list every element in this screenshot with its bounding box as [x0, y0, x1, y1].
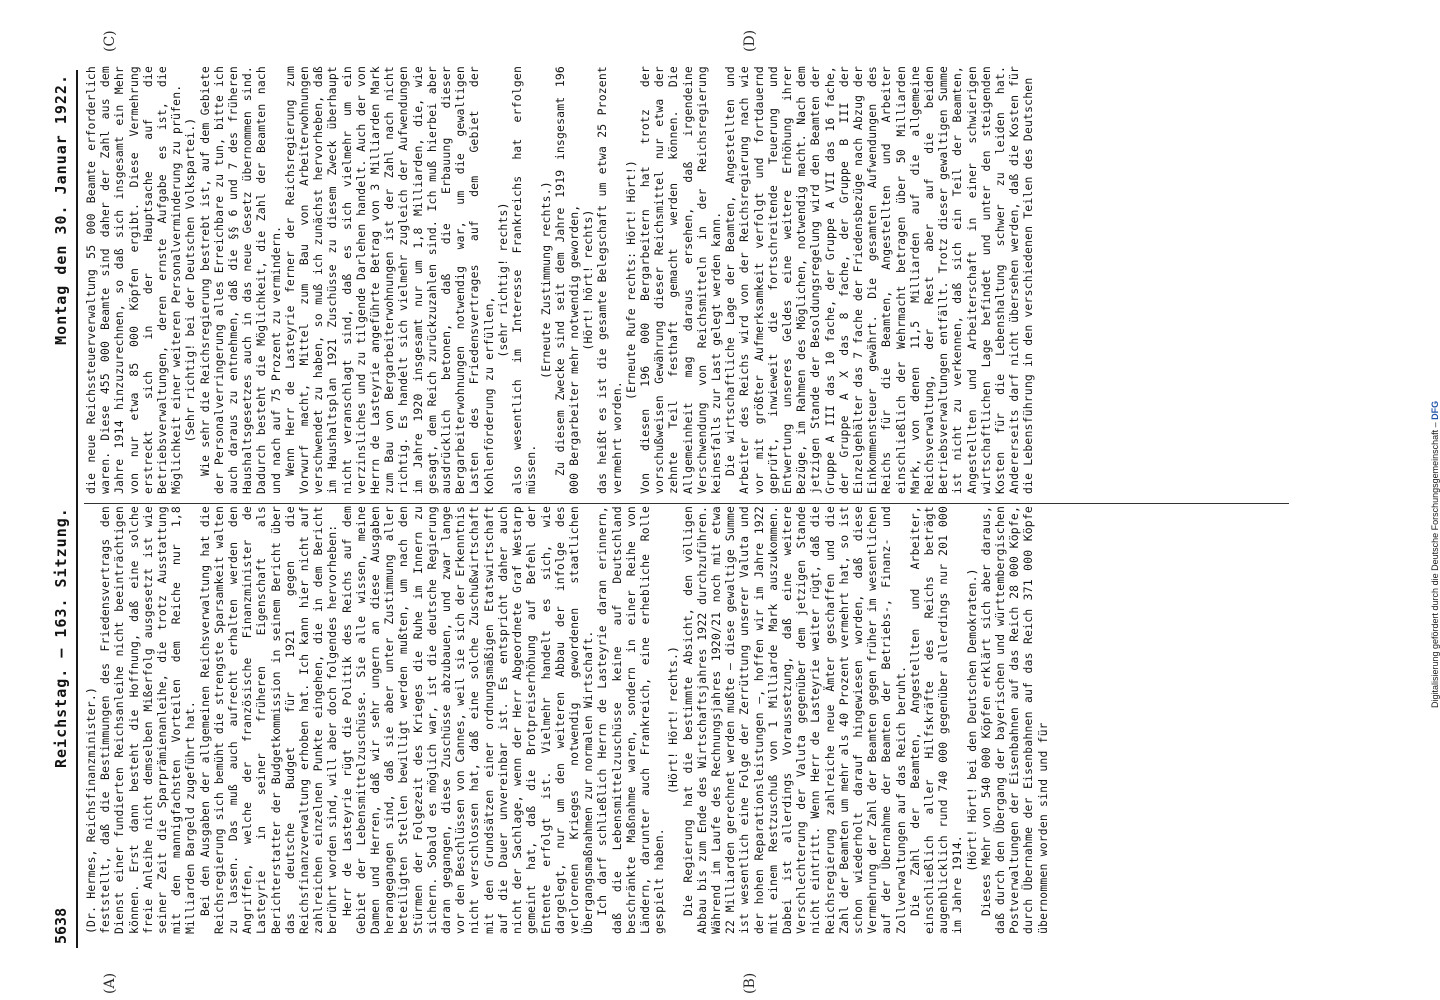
paragraph: Die Zahl der Beamten, Angestellten und Arbeiter, einschließlich aller Hilfskräfte des Reichs beträgt augenblicklich rund 740 000 gegenüber allerdings nur 201 000 im Jahre 1914. [907, 506, 965, 934]
margin-mark-b: (B) [742, 972, 758, 994]
interjection: (Erneute Rufe rechts: Hört! Hört!) [623, 160, 638, 400]
paragraph: feststellt, daß die Bestimmungen des Friedensvertrags den Dienst einer fundierten Reichsanleihe nicht beeinträchtigen können. Erst dann besteht die Hoffnung, daß eine solche freie Anleihe nicht demselben Mißerfolg ausgesetzt ist wie seiner Zeit die Sparprämienanleihe, die trotz Ausstattung mit den mannigfachsten Vorteilen dem Reiche nur 1,8 Milliarden Bargeld zugeführt hat. [98, 506, 198, 934]
paragraph: Die Regierung hat die bestimmte Absicht, den völligen Abbau bis zum Ende des Wirtschaftsjahres 1922 durchzuführen. Während im Laufe des Rechnungsjahres 1920/21 noch mit etwa 22 Milliarden gerechnet werden mußte — diese gewaltige Summe ist wesentlich eine Folge der Zerrüttung unserer Valuta und der hohen Reparationsleistungen —, hoffen wir im Jahre 1922 mit einem Restzuschuß von 1 Milliarde Mark auszukommen. Dabei ist allerdings Voraussetzung, daß eine weitere Verschlechterung der Valuta gegenüber dem jetzigen Stande nicht eintritt. Wenn Herr de Lasteyrie weiter rügt, daß die Reichsregierung zahlreiche neue Ämter geschaffen und die Zahl der Beamten um mehr als 40 Prozent vermehrt hat, so ist schon wiederholt darauf hingewiesen worden, daß diese Vermehrung der Zahl der Beamten gegen früher im wesentlichen auf der Übernahme der Beamten der Betriebs-, Finanz- und Zollverwaltungen auf das Reich beruht. [680, 506, 908, 934]
paragraph: Wenn Herr de Lasteyrie ferner der Reichsregierung zum Vorwurf macht, Mittel zum Bau von Arbeiterwohnungen verschwendet zu haben, so muß ich zunächst hervorheben, daß im Haushaltsplan 1921 Zuschüsse zu diesem Zweck überhaupt nicht veranschlagt sind, daß es sich vielmehr um ein verzinsliches und zu tilgende Darlehen handelt. Auch der von Herrn de Lasteyrie angeführte Betrag von 3 Milliarden Mark zum Bau von Bergarbeiterwohnungen ist der Zahl nach nicht richtig. Es handelt sich vielmehr zugleich der Aufwendungen im Jahre 1920 insgesamt nur um 1,8 Milliarden, die, wie gesagt, dem Reich zurückzuzahlen sind. Ich muß hierbei aber ausdrücklich betonen, daß die Erbauung dieser Bergarbeiterwohnungen notwendig war, um die gewaltigen Lasten des Friedensvertrages auf dem Gebiet der Kohlenförderung zu erfüllen, [282, 66, 496, 494]
interjection: (sehr richtig! rechts) [495, 202, 510, 358]
page-header [46, 70, 78, 948]
credit-text: Digitalisierung gefördert durch die Deutsche Forschungsgemeinschaft – [1430, 422, 1440, 708]
paragraph: Bei den Ausgaben der allgemeinen Reichsverwaltung hat die Reichsregierung sich bemüht die strengste Sparsamkeit walten zu lassen. Das muß auch aufrecht erhalten werden den Angriffen, welche der französische Finanzminister de Lasteyrie in seiner früheren Eigenschaft als Berichterstatter der Budgetkommission in seinem Bericht über das deutsche Budget für 1921 gegen die Reichsfinanzverwaltung erhoben hat. Ich kann hier nicht auf zahlreichen einzelnen Punkte eingehen, die in dem Bericht berührt worden sind, will aber doch folgendes hervorheben: [197, 506, 340, 934]
interjection: (Hört! Hört! bei den Deutschen Demokraten.) [964, 568, 979, 872]
paragraph: Herr de Lasteyrie rügt die Politik des Reichs auf dem Gebiet der Lebensmittelzuschüsse. Sie alle wissen, meine Damen und Herren, daß wir sehr ungern an diese Ausgaben herangegangen sind, daß sie aber unter Zustimmung aller beteiligten Stellen bewilligt werden mußten, um nach den Stürmen der Folgezeit des Krieges die Ruhe im Innern zu sichern. Sobald es möglich war, ist die deutsche Regierung daran gegangen, diese Zuschüsse abzubauen, und zwar lange vor den Beschlüssen von Cannes, weil sie sich der Erkenntnis nicht verschlossen hat, daß eine solche Zuschußwirtschaft mit den Grundsätzen einer ordnungsmäßigen Etatswirtschaft auf die Dauer unvereinbar ist. Es entspricht daher auch nicht der Sachlage, wenn der Herr Abgeordnete Graf Westarp gemeint hat, daß die Brotpreiserhöhung auf Befehl der Entente erfolgt ist. Vielmehr handelt es sich, wie dargelegt, nur um den weiteren Abbau der infolge des verlorenen Krieges notwendig gewordenen staatlichen Übergangsmaßnahmen zur normalen Wirtschaft. [339, 506, 596, 934]
paragraph: Von diesen 196 000 Bergarbeitern hat trotz der vorschußweisen Gewährung dieser Reichsmittel nur etwa der zehnte Teil festhaft gemacht werden können. Die Allgemeinheit mag daraus ersehen, daß irgendeine Verschwendung von Reichsmitteln in der Reichsregierung keinesfalls zur Last gelegt werden kann. [637, 66, 723, 494]
paragraph: Wie sehr die Reichsregierung bestrebt ist, auf dem Gebiete der Personalverringerung alles Erreichbare zu tun, bitte ich auch daraus zu entnehmen, daß die §§ 6 und 7 des früheren Haushaltsgesetzes auch in das neue Gesetz übernommen sind. Dadurch besteht die Möglichkeit, die Zahl der Beamten nach und nach auf 75 Prozent zu vermindern. [197, 66, 283, 494]
margin-mark-c: (C) [102, 30, 118, 52]
paragraph: Ich darf schließlich Herrn de Lasteyrie daran erinnern, daß die Lebensmittelzuschüsse keine auf Deutschland beschränkte Maßnahme waren, sondern in einer Reihe von Ländern, darunter auch Frankreich, eine erhebliche Rolle gespielt haben. [595, 506, 667, 934]
paragraph: Dieses Mehr von 540 000 Köpfen erklärt sich aber daraus, daß durch den Übergang der bayerischen und württembergischen Postverwaltungen der Eisenbahnen auf das Reich 28 000 Köpfe, durch Übernahme der Eisenbahnen auf das Reich 371 000 Köpfe übernommen worden sind und für [978, 506, 1050, 934]
interjection: (Sehr richtig! bei der Deutschen Volkspartei.) [183, 117, 198, 443]
dfg-logo: DFG [1430, 400, 1440, 420]
column-divider [84, 503, 1289, 504]
right-column [84, 66, 1289, 494]
speaker-label: (Dr. Hermes, Reichsfinanzminister.) [84, 686, 98, 934]
interjection: (Hört! Hört! rechts.) [666, 645, 681, 795]
margin-mark-a: (A) [102, 972, 118, 994]
interjection: (Hört! hört! rechts) [581, 209, 596, 351]
session-date: Montag den 30. Januar 1922. [52, 74, 70, 345]
paragraph: das heißt es ist die gesamte Belegschaft um etwa 25 Prozent vermehrt worden. [595, 66, 624, 494]
session-title: Reichstag. — 163. Sitzung. [52, 507, 70, 768]
digitization-credit [1418, 8, 1440, 708]
interjection: (Erneute Zustimmung rechts.) [538, 181, 553, 379]
paragraph: die neue Reichssteuerverwaltung 55 000 Beamte erforderlich waren. Diese 455 000 Beamte sind daher der Zahl aus dem Jahre 1914 hinzuzurechnen, so daß sich insgesamt ein Mehr von nur etwa 85 000 Köpfen ergibt. Diese Vermehrung erstreckt sich in der Hauptsache auf die Betriebsverwaltungen, deren ernste Aufgabe es ist, die Möglichkeit einer weiteren Personalverminderung zu prüfen. [84, 66, 184, 494]
paragraph: Die wirtschaftliche Lage der Beamten, Angestellten und Arbeiter des Reichs wird von der Reichsregierung nach wie vor mit größter Aufmerksamkeit verfolgt und fortdauernd geprüft, inwieweit die fortschreitende Teuerung und Entwertung unseres Geldes eine weitere Erhöhung ihrer Bezüge, im Rahmen des Möglichen, notwendig macht. Nach dem jetzigen Stande der Besoldungsregelung wird den Beamten der Gruppe A III das 10 fache, der Gruppe A VII das 16 fache, der Gruppe A X das 8 fache, der Gruppe B III der Einzelgehälter das 7 fache der Friedensbezüge nach Abzug der Einkommensteuer gewährt. Die gesamten Aufwendungen des Reichs für die Beamten, Angestellten und Arbeiter einschließlich der Wehrmacht betragen über 50 Milliarden Mark, von denen 11,5 Milliarden auf die allgemeine Reichsverwaltung, der Rest aber auf die beiden Betriebsverwaltungen entfällt. Trotz dieser gewaltigen Summe ist nicht zu verkennen, daß sich ein Teil der Beamten, Angestellten und Arbeiterschaft in einer schwierigen wirtschaftlichen Lage befindet und unter den steigenden Kosten für die Lebenshaltung schwer zu leiden hat. Andererseits darf nicht übersehen werden, daß die Kosten für die Lebensführung in den verschiedenen Teilen des Deutschen [723, 66, 1036, 494]
paragraph: Zu diesem Zwecke sind seit dem Jahre 1919 insgesamt 196 000 Bergarbeiter mehr notwendig geworden, [552, 66, 581, 494]
margin-mark-d: (D) [742, 29, 758, 52]
left-column [84, 506, 1289, 934]
paragraph: also wesentlich im Interesse Frankreichs hat erfolgen müssen. [510, 66, 539, 494]
page-number: 5638 [52, 907, 70, 944]
